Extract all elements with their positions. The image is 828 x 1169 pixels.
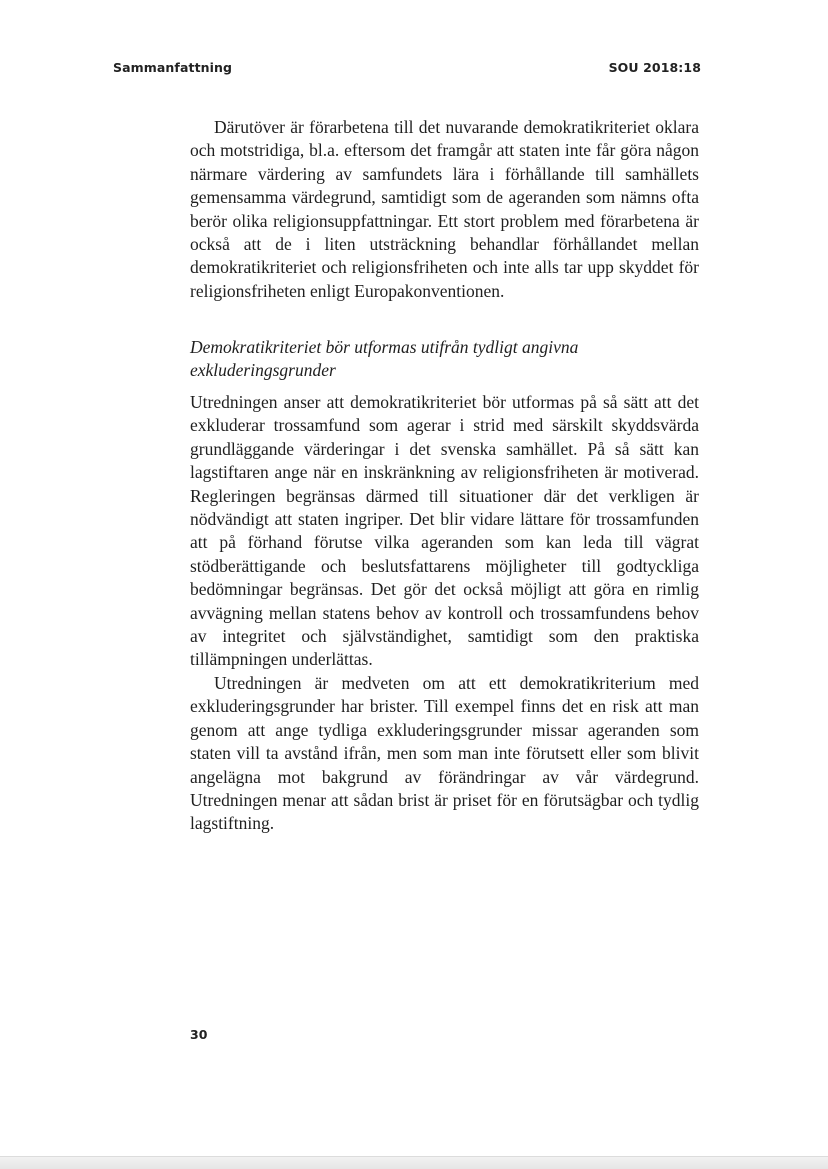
section-heading: Demokratikriteriet bör utformas utifrån tydligt angivna exkluderingsgrunder xyxy=(190,337,579,380)
section-paragraph-1: Utredningen anser att demokratikriteriet bör utformas på så sätt att det exkluderar trossamfund som agerar i strid med särskilt skyddsvärda grundläggande värderingar i det svenska samhället. På så sätt kan lagstiftaren ange när en inskränkning av religionsfriheten är motiverad. Regleringen begränsas därmed till situationer där det verkligen är nödvändigt att staten ingriper. Det blir vidare lättare för trossamfunden att på förhand förutse vilka ageranden som kan leda till vägrat stödberättigande och beslutsfattarens möjligheter till godtyckliga bedömningar begränsas. Det gör det också möjligt att göra en rimlig avvägning mellan statens behov av kontroll och trossamfundens behov av integritet och självständighet, samtidigt som den praktiska tillämpningen underlättas. xyxy=(190,392,699,670)
scan-bottom-edge xyxy=(0,1156,828,1169)
page-number: 30 xyxy=(190,1027,208,1042)
running-head-section-title: Sammanfattning xyxy=(113,60,233,75)
section-body xyxy=(190,391,699,836)
running-head-report-reference: SOU 2018:18 xyxy=(608,60,701,75)
section-paragraph-2: Utredningen är medveten om att ett demokratikriterium med exkluderingsgrunder har brister. Till exempel finns det en risk att man genom att ange tydliga exkluderingsgrunder missar ageranden som staten vill ta avstånd ifrån, men som man inte förutsett eller som blivit angelägna mot bakgrund av förändringar av vår värdegrund. Utredningen menar att sådan brist är priset för en förutsägbar och tydlig lagstiftning. xyxy=(190,672,699,834)
intro-text-block xyxy=(190,116,699,303)
intro-paragraph: Därutöver är förarbetena till det nuvarande demokratikriteriet oklara och motstridiga, bl.a. eftersom det framgår att staten inte får göra någon närmare värdering av samfundets lära i förhållande till samhällets gemensamma värdegrund, samtidigt som de ageranden som nämns ofta berör olika religionsuppfattningar. Ett stort problem med förarbetena är också att de i liten utsträckning behandlar förhållandet mellan demokratikriteriet och religionsfriheten och inte alls tar upp skyddet för religionsfriheten enligt Europakonventionen. xyxy=(190,117,699,301)
